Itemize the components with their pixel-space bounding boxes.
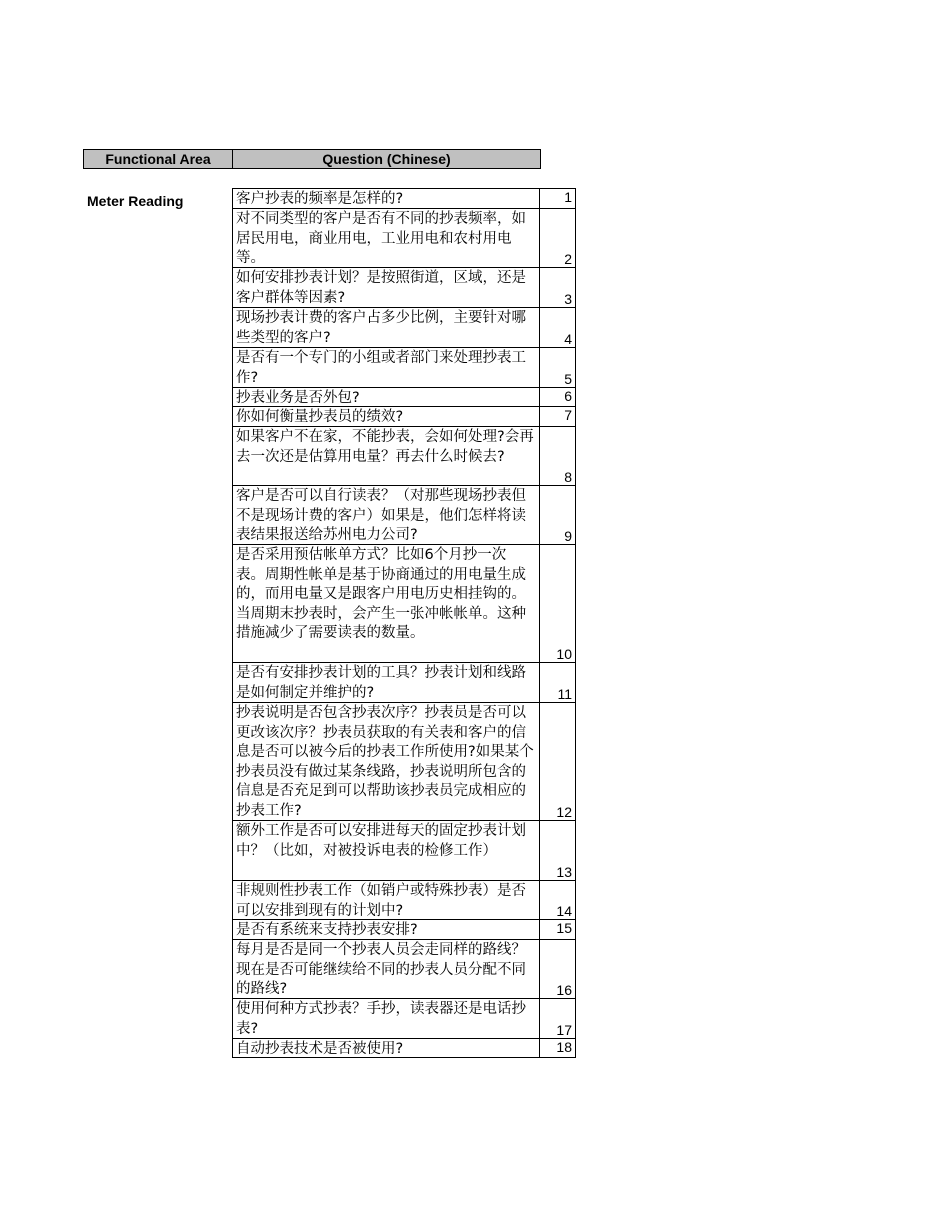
question-number: 8 xyxy=(540,427,576,485)
question-row xyxy=(232,663,576,703)
question-row xyxy=(232,308,576,348)
question-text: 如果客户不在家，不能抄表，会如何处理?会再去一次还是估算用电量？再去什么时候去? xyxy=(232,427,540,485)
question-number: 4 xyxy=(540,308,576,347)
question-number: 14 xyxy=(540,881,576,919)
question-text: 额外工作是否可以安排进每天的固定抄表计划中？（比如，对被投诉电表的检修工作） xyxy=(232,821,540,880)
question-text: 自动抄表技术是否被使用? xyxy=(232,1039,540,1057)
question-row xyxy=(232,881,576,920)
question-header: Question (Chinese) xyxy=(233,149,541,169)
question-number: 12 xyxy=(540,703,576,820)
question-row xyxy=(232,940,576,999)
question-text: 每月是否是同一个抄表人员会走同样的路线？现在是否可能继续给不同的抄表人员分配不同的路线? xyxy=(232,940,540,998)
question-row xyxy=(232,821,576,881)
question-number: 9 xyxy=(540,486,576,544)
question-row xyxy=(232,348,576,388)
question-row xyxy=(232,209,576,268)
question-text: 是否采用预估帐单方式？比如6个月抄一次表。周期性帐单是基于协商通过的用电量生成的，而用电量又是跟客户用电历史相挂钩的。当周期末抄表时，会产生一张冲帐帐单。这种措施减少了需要读表的数量。 xyxy=(232,545,540,662)
question-number: 5 xyxy=(540,348,576,387)
question-row xyxy=(232,1039,576,1058)
question-number: 2 xyxy=(540,209,576,267)
question-text: 客户抄表的频率是怎样的? xyxy=(232,189,540,208)
question-row xyxy=(232,486,576,545)
question-row xyxy=(232,999,576,1039)
question-number: 11 xyxy=(540,663,576,702)
question-number: 6 xyxy=(540,388,576,406)
question-row xyxy=(232,427,576,486)
question-text: 你如何衡量抄表员的绩效? xyxy=(232,407,540,426)
question-row xyxy=(232,545,576,663)
question-row xyxy=(232,189,576,209)
question-number: 15 xyxy=(540,920,576,939)
question-row xyxy=(232,703,576,821)
question-text: 是否有一个专门的小组或者部门来处理抄表工作? xyxy=(232,348,540,387)
functional-area-header: Functional Area xyxy=(83,149,233,169)
question-number: 10 xyxy=(540,545,576,662)
question-text: 客户是否可以自行读表？（对那些现场抄表但不是现场计费的客户）如果是，他们怎样将读表结果报送给苏州电力公司? xyxy=(232,486,540,544)
column-header-row xyxy=(83,149,541,169)
question-number: 1 xyxy=(540,189,576,208)
question-row xyxy=(232,407,576,427)
question-number: 17 xyxy=(540,999,576,1038)
question-text: 如何安排抄表计划？是按照街道，区域，还是客户群体等因素? xyxy=(232,268,540,307)
question-number: 7 xyxy=(540,407,576,426)
question-number: 18 xyxy=(540,1039,576,1057)
question-text: 现场抄表计费的客户占多少比例，主要针对哪些类型的客户? xyxy=(232,308,540,347)
question-text: 抄表说明是否包含抄表次序？抄表员是否可以更改该次序？抄表员获取的有关表和客户的信息是否可以被今后的抄表工作所使用?如果某个抄表员没有做过某条线路，抄表说明所包含的信息是否充足到可以帮助该抄表员完成相应的抄表工作? xyxy=(232,703,540,820)
question-row xyxy=(232,268,576,308)
functional-area-label: Meter Reading xyxy=(87,193,184,209)
question-text: 抄表业务是否外包? xyxy=(232,388,540,406)
question-text: 非规则性抄表工作（如销户或特殊抄表）是否可以安排到现有的计划中? xyxy=(232,881,540,919)
question-text: 使用何种方式抄表？手抄，读表器还是电话抄表? xyxy=(232,999,540,1038)
question-text: 对不同类型的客户是否有不同的抄表频率，如居民用电，商业用电，工业用电和农村用电等。 xyxy=(232,209,540,267)
question-text: 是否有系统来支持抄表安排? xyxy=(232,920,540,939)
question-number: 16 xyxy=(540,940,576,998)
question-row xyxy=(232,920,576,940)
question-row xyxy=(232,388,576,407)
questions-table xyxy=(232,188,576,1058)
question-text: 是否有安排抄表计划的工具？抄表计划和线路是如何制定并维护的? xyxy=(232,663,540,702)
question-number: 13 xyxy=(540,821,576,880)
question-number: 3 xyxy=(540,268,576,307)
